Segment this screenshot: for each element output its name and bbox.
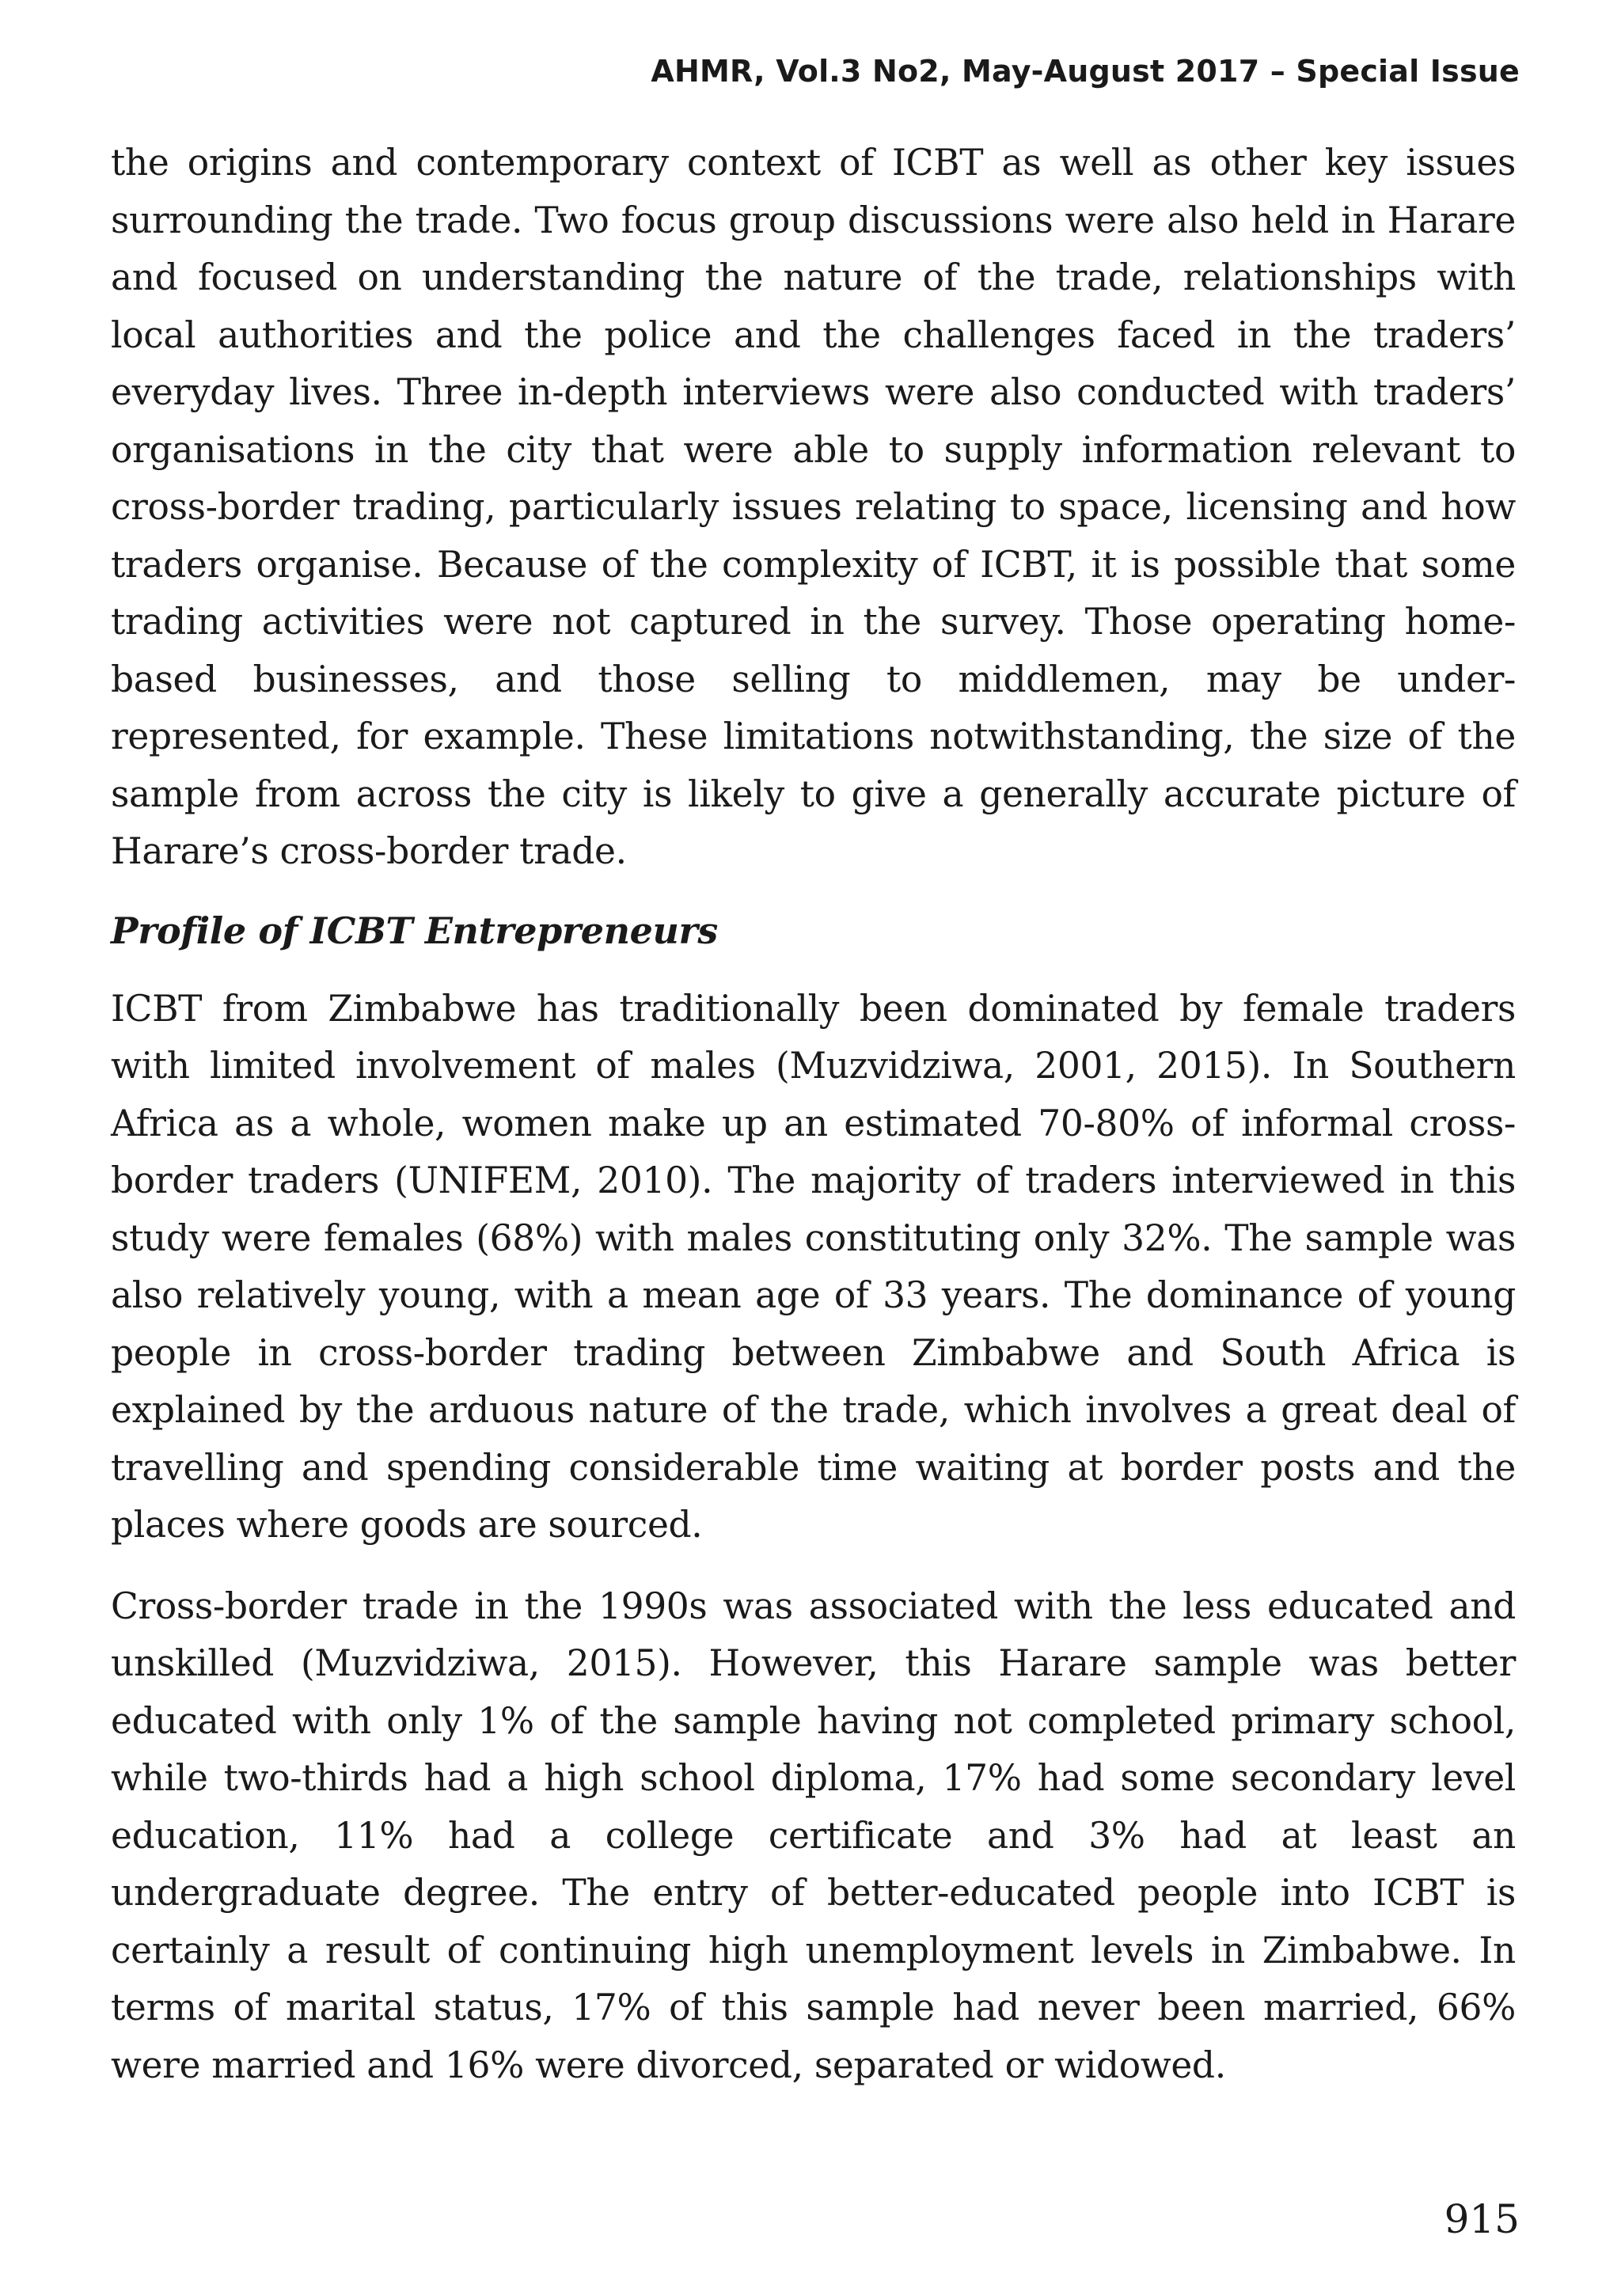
body-paragraph-gender-age: ICBT from Zimbabwe has traditionally been dominated by female traders with limited involvement of males (Muzvidziwa, 2001, 2015). In Southern Africa as a whole, women make up an estimated 70-80% of informal cross-border traders (UNIFEM, 2010). The majority of traders interviewed in this study were females (68%) with males constituting only 32%. The sample was also relatively young, with a mean age of 33 years. The dominance of young people in cross-border trading between Zimbabwe and South Africa is explained by the arduous nature of the trade, which involves a great deal of travelling and spending considerable time waiting at border posts and the places where goods are sourced. bbox=[111, 987, 1516, 1546]
body-paragraph-education-marital: Cross-border trade in the 1990s was associated with the less educated and unskilled (Muzvidziwa, 2015). However, this Harare sample was better educated with only 1% of the sample having not completed primary school, while two-thirds had a high school diploma, 17% had some secondary level education, 11% had a college certificate and 3% had at least an undergraduate degree. The entry of better-educated people into ICBT is certainly a result of continuing high unemployment levels in Zimbabwe. In terms of marital status, 17% of this sample had never been married, 66% were married and 16% were divorced, separated or widowed. bbox=[111, 1584, 1516, 2086]
page-number: 915 bbox=[1444, 2196, 1520, 2242]
section-heading: Profile of ICBT Entrepreneurs bbox=[111, 909, 718, 952]
body-paragraph-methods: the origins and contemporary context of ICBT as well as other key issues surrounding the trade. Two focus group discussions were also held in Harare and focused on understanding the nature of the trade, relationships with local authorities and the police and the challenges faced in the traders’ everyday lives. Three in-depth interviews were also conducted with traders’ organisations in the city that were able to supply information relevant to cross-border trading, particularly issues relating to space, licensing and how traders organise. Because of the complexity of ICBT, it is possible that some trading activities were not captured in the survey. Those operating home-based businesses, and those selling to middlemen, may be under-represented, for example. These limitations notwithstanding, the size of the sample from across the city is likely to give a generally accurate picture of Harare’s cross-border trade. bbox=[111, 142, 1516, 872]
article-body bbox=[111, 135, 1516, 2094]
running-header: AHMR, Vol.3 No2, May-August 2017 – Special Issue bbox=[651, 54, 1520, 89]
